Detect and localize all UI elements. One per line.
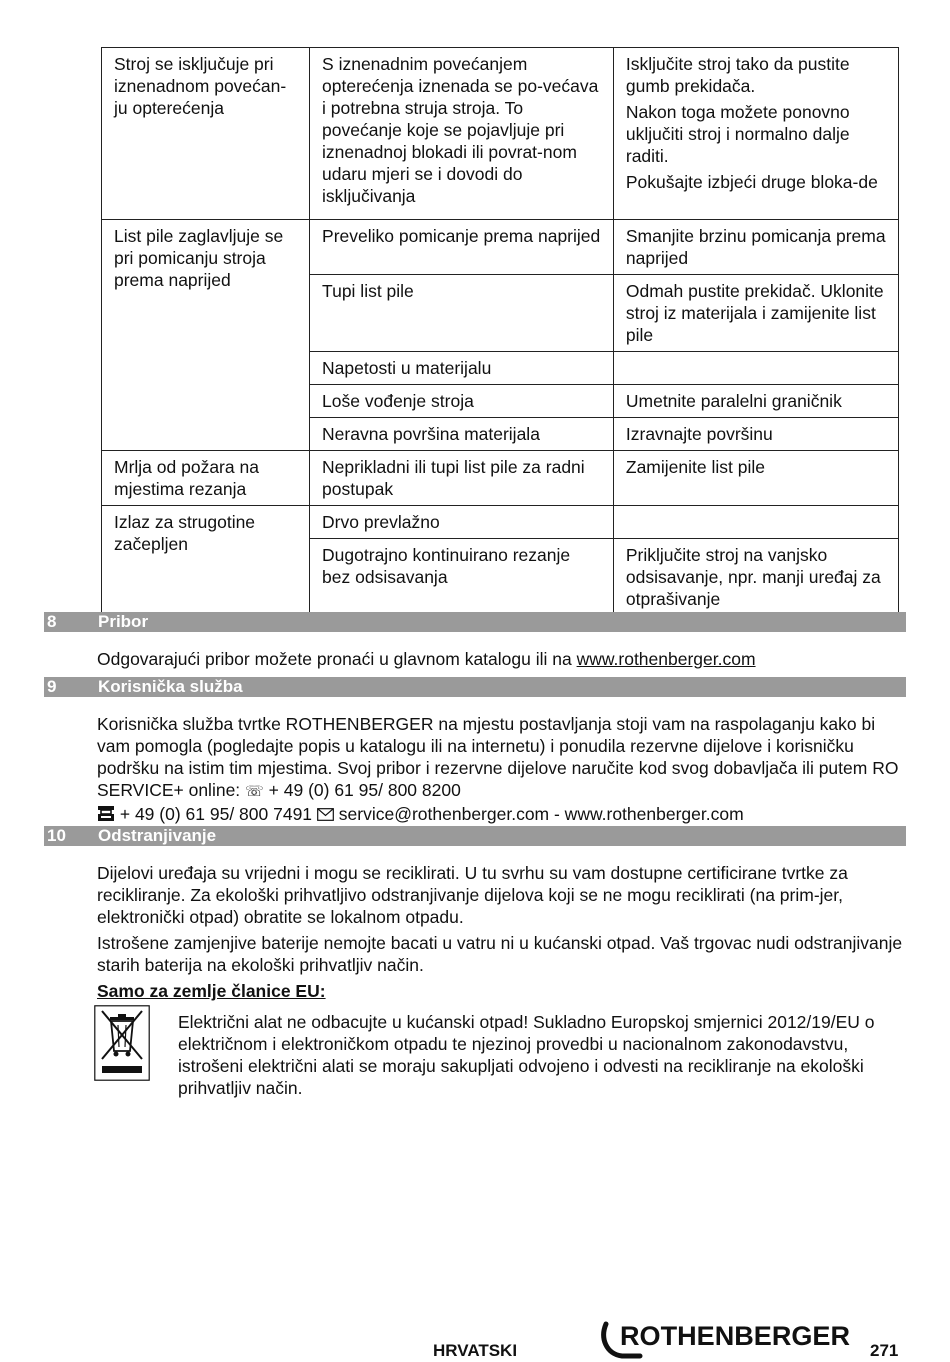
fax-icon	[97, 805, 115, 822]
table-cell-cause: Dugotrajno kontinuirano rezanje bez odsisavanja	[310, 539, 614, 616]
rothenberger-logo	[600, 1318, 852, 1360]
table-cell-remedy: Isključite stroj tako da pustite gumb prekidača. Nakon toga možete ponovno uključiti stroj i normalno dalje raditi. Pokušajte izbjeći druge bloka-de	[613, 48, 898, 220]
table-cell-remedy: Priključite stroj na vanjsko odsisavanje, npr. manji uređaj za otprašivanje	[613, 539, 898, 616]
disposal-paragraph-1: Dijelovi uređaja su vrijedni i mogu se reciklirati. U tu svrhu su vam dostupne certificirane tvrtke za recikliranje. Za ekološki prihvatljivo odstranjivanje dijelova koji se ne mogu reciklirati (na prim-jer, elektronički otpad) obratite se lokalnom otpadu.	[97, 863, 848, 927]
section-header-service	[44, 677, 906, 697]
footer-language: HRVATSKI	[433, 1341, 518, 1360]
section-title: Korisnička služba	[98, 677, 243, 696]
table-cell-cause: Neravna površina materijala	[310, 418, 614, 451]
envelope-icon	[317, 808, 334, 821]
table-cell-cause: Napetosti u materijalu	[310, 352, 614, 385]
section-header-accessories	[44, 612, 906, 632]
table-cell-cause: Drvo prevlažno	[310, 506, 614, 539]
table-row	[102, 48, 899, 220]
section-number: 9	[47, 677, 57, 696]
table-cell-fault: Stroj se isključuje pri iznenadnom povećan-ju opterećenja	[102, 48, 310, 220]
table-cell-remedy	[613, 352, 898, 385]
table-row	[102, 220, 899, 275]
table-cell-remedy: Umetnite paralelni graničnik	[613, 385, 898, 418]
table-cell-cause: Loše vođenje stroja	[310, 385, 614, 418]
weee-paragraph: Električni alat ne odbacujte u kućanski otpad! Sukladno Europskoj smjernici 2012/19/EU o električnom i elektroničkom otpadu te njezinoj provedbi u nacionalnom zakonodavstvu, istrošeni električni alati se moraju sakupljati odvojeno i odvesti na recikliranje na ekološki prihvatljiv način.	[178, 1012, 875, 1098]
table-cell-remedy: Izravnajte površinu	[613, 418, 898, 451]
logo-wordmark: ROTHENBERGER	[620, 1321, 850, 1351]
service-paragraph: Korisnička služba tvrtke ROTHENBERGER na mjestu postavljanja stoji vam na raspolaganju kako bi vam pomogla (pogledajte popis u katalogu ili na internetu) i ponudila rezervne dijelove i korisničku podršku na istim tim mjestima. Svoj pribor i rezervne dijelove naručite kod svog dobavljača ili putem RO SERVICE+ online: ☏ + 49 (0) 61 95/ 800 8200 + 49 (0) 61 95/ 800 7491 service@rothenberger.com - www.rothenberger.com	[97, 714, 899, 824]
table-cell-fault: Izlaz za strugotine začepljen	[102, 506, 310, 616]
table-cell-remedy	[613, 506, 898, 539]
crossed-bin-icon	[94, 1005, 150, 1081]
table-cell-remedy: Zamijenite list pile	[613, 451, 898, 506]
section-number: 10	[47, 826, 66, 845]
section-number: 8	[47, 612, 57, 631]
table-row	[102, 451, 899, 506]
table-row	[102, 506, 899, 539]
accessories-paragraph: Odgovarajući pribor možete pronaći u glavnom katalogu ili na www.rothenberger.com	[97, 649, 756, 669]
table-cell-cause: S iznenadnim povećanjem opterećenja iznenada se po-većava i potrebna struja stroja. To povećanje koje se pojavljuje pri iznenadnoj blokadi ili povrat-nom udaru mjeri se i dovodi do isključivanja	[310, 48, 614, 220]
website-link[interactable]: www.rothenberger.com	[576, 649, 756, 669]
table-cell-fault: Mrlja od požara na mjestima rezanja	[102, 451, 310, 506]
phone-icon: ☏	[245, 783, 264, 800]
page-number: 271	[870, 1341, 899, 1360]
table-cell-cause: Tupi list pile	[310, 275, 614, 352]
troubleshooting-table	[101, 47, 899, 616]
section-title: Pribor	[98, 612, 149, 631]
section-title: Odstranjivanje	[98, 826, 217, 845]
disposal-paragraph-2: Istrošene zamjenjive baterije nemojte bacati u vatru ni u kućanski otpad. Vaš trgovac nudi odstranjivanje starih baterija na ekološki prihvatljiv način.	[97, 933, 903, 975]
table-cell-fault: List pile zaglavljuje se pri pomicanju stroja prema naprijed	[102, 220, 310, 451]
table-cell-remedy: Smanjite brzinu pomicanja prema naprijed	[613, 220, 898, 275]
eu-heading: Samo za zemlje članice EU:	[97, 981, 326, 1001]
section-header-disposal	[44, 826, 906, 846]
table-cell-cause: Preveliko pomicanje prema naprijed	[310, 220, 614, 275]
table-cell-remedy: Odmah pustite prekidač. Uklonite stroj iz materijala i zamijenite list pile	[613, 275, 898, 352]
table-cell-cause: Neprikladni ili tupi list pile za radni postupak	[310, 451, 614, 506]
